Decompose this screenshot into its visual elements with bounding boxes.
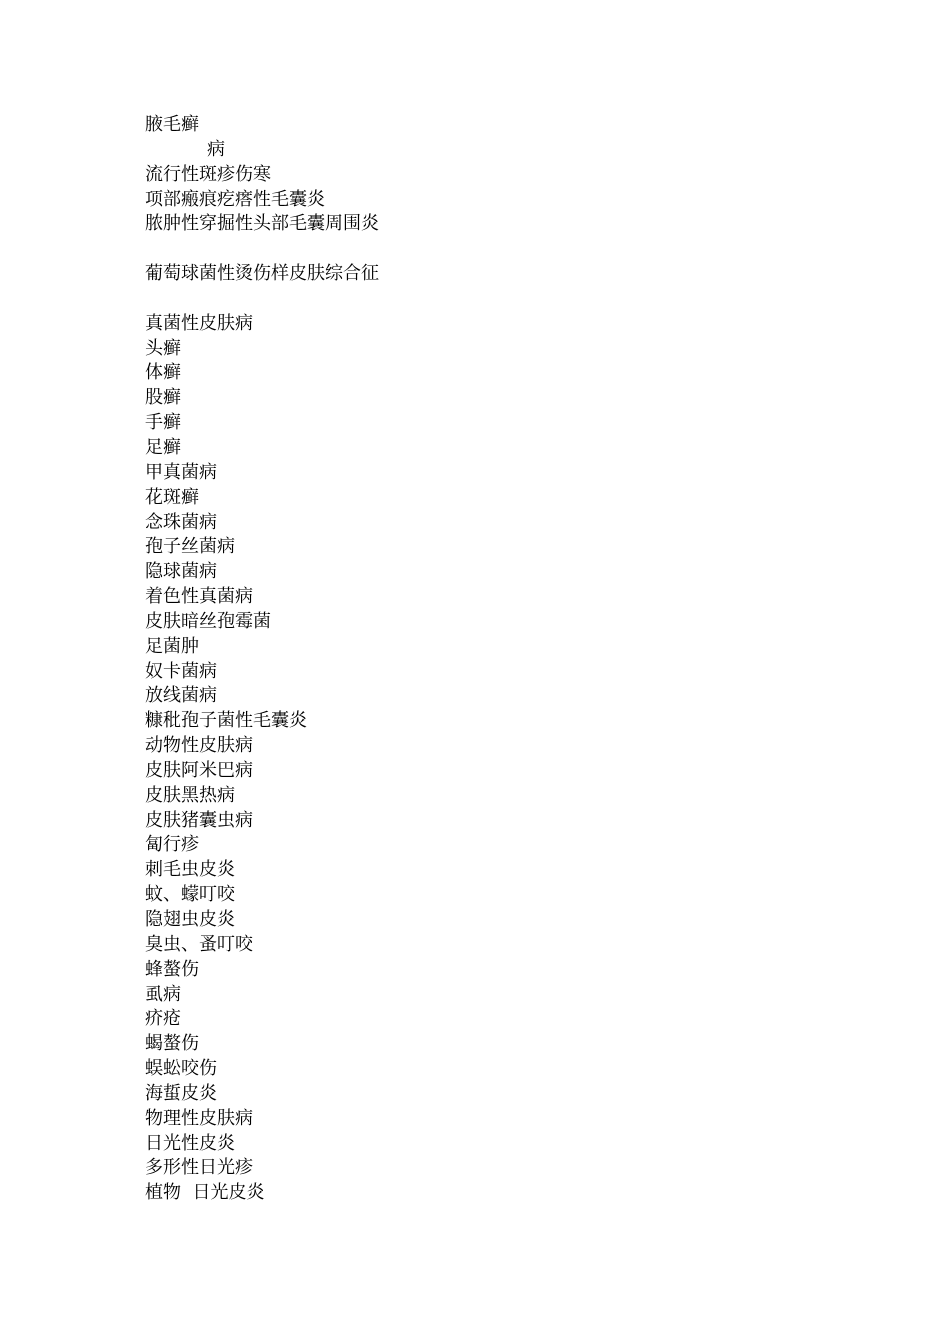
text-line: 皮肤黑热病 [145, 784, 235, 806]
text-line: 流行性斑疹伤寒 [145, 163, 271, 185]
text-line: 着色性真菌病 [145, 586, 253, 608]
text-line: 多形性日光疹 [145, 1157, 253, 1179]
blank-line [145, 287, 845, 312]
text-line: 疥疮 [145, 1008, 181, 1030]
text-line: 蜈蚣咬伤 [145, 1058, 217, 1080]
text-line: 脓肿性穿掘性头部毛囊周围炎 [145, 213, 379, 235]
text-line: 隐翅虫皮炎 [145, 909, 235, 930]
text-line: 刺毛虫皮炎 [145, 859, 235, 881]
text-line: 蝎螯伤 [145, 1033, 199, 1055]
text-line: 念珠菌病 [145, 511, 217, 533]
text-line: 病 [207, 138, 225, 160]
text-line: 项部瘢痕疙瘩性毛囊炎 [145, 188, 325, 210]
text-line: 蜂螯伤 [145, 958, 199, 980]
text-line: 腋毛癣 [145, 114, 199, 135]
text-line: 花斑癣 [145, 486, 199, 508]
text-line: 足癣 [145, 436, 181, 458]
text-line: 隐球菌病 [145, 561, 217, 583]
text-line: 皮肤阿米巴病 [145, 759, 253, 781]
text-line: 手癣 [145, 412, 181, 434]
section-heading: 动物性皮肤病 [145, 735, 253, 757]
text-line: 股癣 [145, 387, 181, 409]
text-line: 日光性皮炎 [145, 1132, 235, 1154]
text-line: 体癣 [145, 362, 181, 384]
text-line: 葡萄球菌性烫伤样皮肤综合征 [145, 263, 379, 285]
text-line: 头癣 [145, 337, 181, 359]
blank-line [145, 237, 845, 262]
disease-list [145, 113, 845, 1206]
text-line: 海蜇皮炎 [145, 1082, 217, 1104]
text-line: 臭虫、蚤叮咬 [145, 933, 253, 955]
text-line: 放线菌病 [145, 685, 217, 707]
text-line: 足菌肿 [145, 635, 199, 657]
text-line: 皮肤暗丝孢霉菌 [145, 610, 271, 632]
text-line: 孢子丝菌病 [145, 536, 235, 558]
text-line: 虱病 [145, 983, 181, 1005]
section-heading: 真菌性皮肤病 [145, 312, 253, 334]
section-heading: 物理性皮肤病 [145, 1107, 253, 1129]
text-line: 甲真菌病 [145, 461, 217, 483]
text-line: 蚊、蠓叮咬 [145, 884, 235, 906]
text-line: 皮肤猪囊虫病 [145, 809, 253, 831]
text-line: 匐行疹 [145, 834, 199, 856]
text-line: 植物 日光皮炎 [145, 1182, 265, 1204]
text-line: 奴卡菌病 [145, 660, 217, 682]
text-line: 糠秕孢子菌性毛囊炎 [145, 710, 307, 732]
